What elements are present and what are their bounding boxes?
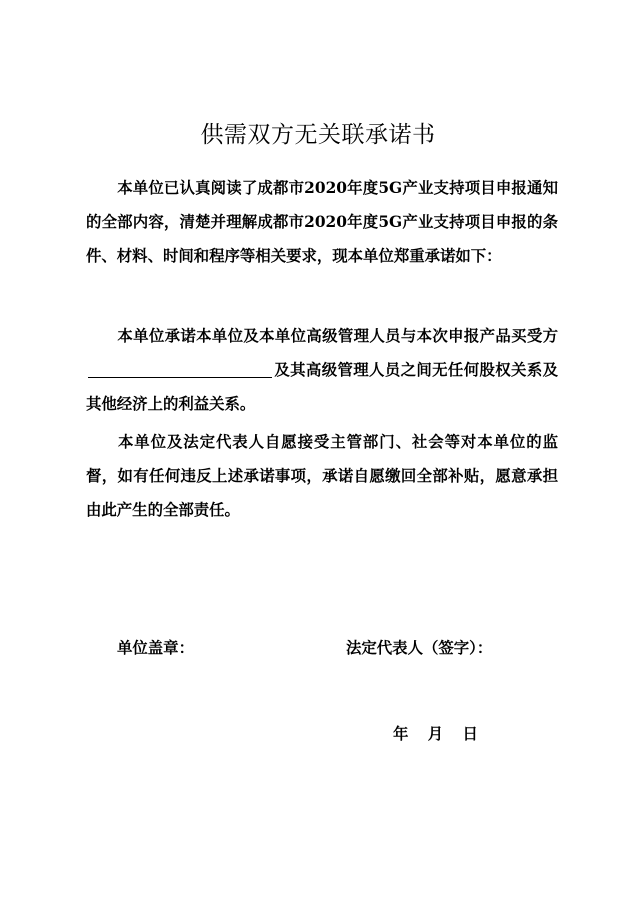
paragraph-supervision-text: 本单位及法定代表人自愿接受主管部门、社会等对本单位的监督，如有任何违反上述承诺事项，承诺自愿缴回全部补贴，愿意承担由此产生的全部责任。 <box>86 433 558 519</box>
date-month: 月 <box>427 725 444 743</box>
legal-rep-signature-label: 法定代表人（签字）： <box>346 639 493 657</box>
paragraph-acknowledgement-text: 本单位已认真阅读了成都市2020年度5G产业支持项目申报通知的全部内容，清楚并理解成都市2020年度5G产业支持项目申报的条件、材料、时间和程序等相关要求，现本单位郑重承诺如下： <box>86 179 558 265</box>
date-day: 日 <box>462 725 478 743</box>
page-title: 供需双方无关联承诺书 <box>200 122 436 148</box>
paragraph-no-relation-text-start: 本单位承诺本单位及本单位高级管理人员与本次申报产品买受方 <box>117 327 558 345</box>
date-year: 年 <box>393 725 409 743</box>
date-line <box>393 722 492 744</box>
buyer-name-blank[interactable] <box>88 359 272 378</box>
paragraph-acknowledgement <box>86 171 558 273</box>
seal-label: 单位盖章： <box>117 639 194 657</box>
paragraph-no-relation <box>86 319 558 421</box>
paragraph-no-relation-text-end: 及其高级管理人员之间无任何股权关系及其他经济上的利益关系。 <box>86 361 558 413</box>
paragraph-supervision <box>86 425 558 527</box>
